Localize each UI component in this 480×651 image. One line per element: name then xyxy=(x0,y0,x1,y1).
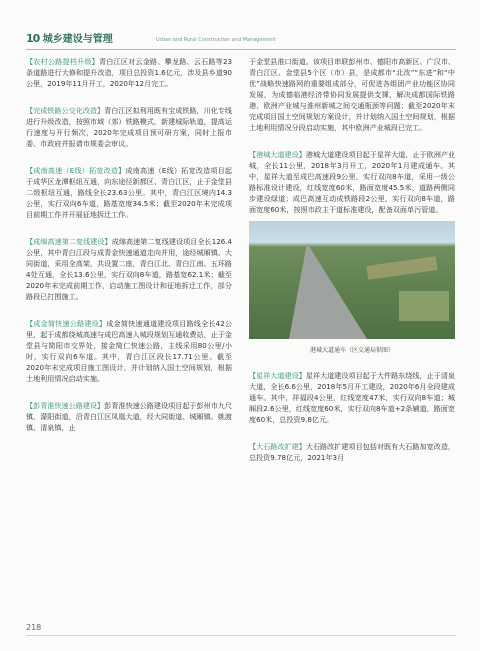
paragraph-tag: 【大石路改扩建】 xyxy=(249,442,306,451)
header-rule xyxy=(26,49,456,50)
paragraph-railway-transit xyxy=(26,105,232,149)
paragraph-text: 成南高速（E线）拓宽改造项目起于成华区龙潭枢纽互通，向东途径新都区、青白江区，止于金堂县二级枢纽互通，路线全长23.63公里。其中，青白江区境内14.3公里，实行双向6车道，路基宽度34.5米；截至2020年末完成项目前期工作并开展征地拆迁工作。 xyxy=(26,166,232,219)
section-title-en: Urban and Rural Construction and Management xyxy=(156,37,276,43)
paragraph-dashi-road xyxy=(249,441,455,463)
section-number: 10 xyxy=(26,32,40,45)
paragraph-xingxiang-avenue xyxy=(249,370,455,425)
right-column xyxy=(249,56,455,479)
paragraph-text: 青白江区拟利用既有宝成铁路，川化专线进行升级改造，按照市域（郊）铁路模式，新建城际轨道，提高运行速度与开行频次，2020年完成项目预可研方案，同时上报市委、市政府并报请市规委会审议。 xyxy=(26,106,233,148)
paragraph-tag: 【港城大道建设】 xyxy=(249,150,306,159)
paragraph-text: 成绵高速第二复线建设项目全长126.4公里，其中青白江段与成青金快速通道走向并用，途经城厢镇、大同街道，采用全高架、共设置二座，青白江北、青白江南、五环路4处互通，全长13.6公里，实行双向8车道，路基宽62.1米；截至2020年末完成前期工作，启动施工图设计和征地拆迁工作，部分路段已打围施工。 xyxy=(26,237,232,301)
road-photo xyxy=(249,221,455,339)
paragraph-chengmian-expressway xyxy=(26,236,232,302)
paragraph-text: 成金简快速通道建设项目路线全长42公里，起于成都绕城高速与成巴高速入城段规划互通收费站，止于金堂县与简阳市交界处，接金简仁快速公路，主线采用80公里/小时，实行双向6车道。其中，青白江区段长17.71公里。截至2020年末完成项目施工图设计，并计划纳入国土空间规划，根据土地利用情况启动实施。 xyxy=(26,319,232,383)
paragraph-gangcheng-avenue xyxy=(249,149,455,215)
road-shape-secondary xyxy=(366,256,437,280)
paragraph-text: 港城大道建设项目起于星祥大道，止于欧洲产业城，全长11公里，2018年3月开工，2020年1月建成通车。其中，星祥大道至成巴高速段9公里，实行双向8车道，采用一级公路标准设计建设，红线宽度60米，路面宽度45.5米，道路两侧同步建设绿道；成巴高速互动成铁路段2公里，实行双向8车道，路面宽度60米，按照市政主干道标准建设，配备双面单污管道。 xyxy=(249,150,456,214)
paragraph-tag: 【成金简快速公路建设】 xyxy=(26,319,107,328)
paragraph-tag: 【成南高速（E线）拓宽改造】 xyxy=(26,166,126,175)
paragraph-text: 于金堂县淮口街道。该项目串联彭州市、德阳市高新区、广汉市、青白江区、金堂县5个区（市）县，是成都市“北改”“东进”和“中优”战略快速路网的重要组成部分，可促进各组团产业功能区协同发展，为成德临港经济带协同发展提供支撑，解决成都国际铁路港、欧洲产业城与淮州新城之间交通瓶颈等问题；截至2020年末完成项目国土空间规划方案设计，并计划纳入国土空间规划，根据土地利用情况分段启动实施，其中欧洲产业城段已完工。 xyxy=(249,57,455,132)
paragraph-chengnan-expressway xyxy=(26,165,232,220)
paragraph-text: 青白江区对云金路、攀龙路、云石路等23条道路进行大修和提升改造，项目总投资1.6亿元，涉及县乡道90公里，2019年11月开工，2020年12月完工。 xyxy=(26,57,232,88)
paragraph-tag: 【彭青淮快速公路建设】 xyxy=(26,401,105,410)
page-number: 218 xyxy=(26,623,42,632)
paragraph-pengqinghuai-road xyxy=(26,400,232,433)
paragraph-rural-roads xyxy=(26,56,232,89)
photo-caption: 港城大道通车（区交通局供图） xyxy=(309,347,394,354)
left-column xyxy=(26,56,232,449)
paragraph-tag: 【星祥大道建设】 xyxy=(249,371,306,380)
paragraph-tag: 【完成铁路公交化改造】 xyxy=(26,106,105,115)
page-header xyxy=(26,28,456,50)
paragraph-text: 彭青淮快速公路建设项目起于彭州市九尺镇、濛阳街道，沿青白江区凤凰大道，经大同街道、城厢镇、姚渡镇、清泉镇，止 xyxy=(26,401,233,432)
road-shape xyxy=(289,243,367,339)
paragraph-text: 星祥大道建设项目起于大件路东绕线，止于清泉大道，全长6.6公里，2018年5月开工建设，2020年6月全段建成通车。其中，祥福段4公里，红线宽度47米，实行双向8车道；城厢段2.6公里，红线宽度60米，实行双向8车道+2条辅道，路面宽度60米，总投资9.8亿元。 xyxy=(249,371,456,424)
section-title: 城乡建设与管理 xyxy=(42,34,113,45)
field-shape xyxy=(399,291,449,321)
paragraph-text: 大石路改扩建项目包括对既有大石路加宽改造，总投资9.78亿元，2021年3月 xyxy=(249,442,456,462)
paragraph-tag: 【成绵高速第二复线建设】 xyxy=(26,237,112,246)
section-logo xyxy=(26,30,113,45)
paragraph-tag: 【农村公路提档升级】 xyxy=(26,57,99,66)
paragraph-chengjinjian-road xyxy=(26,318,232,384)
footer-rule xyxy=(26,635,456,636)
paragraph-continued xyxy=(249,56,455,133)
